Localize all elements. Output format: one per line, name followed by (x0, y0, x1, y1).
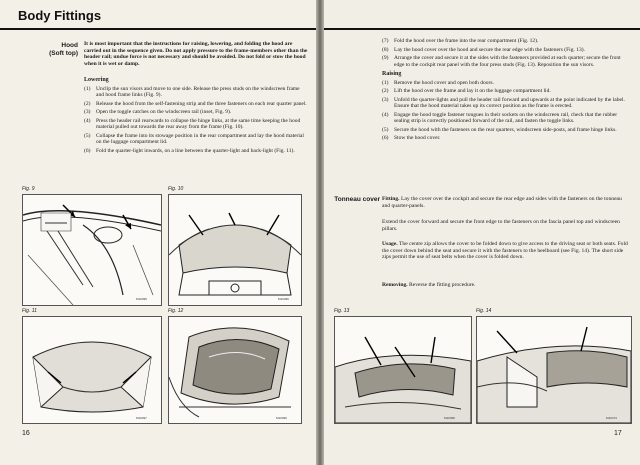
figure-ref: M10496 (278, 297, 289, 301)
figure-11-illustration (22, 316, 162, 424)
list-item: (4) Engage the hood toggle fastener tongues in their sockets on the windscreen rail, check that the rubber sealing strip is correctly positioned forward of the rail, and fasten the toggle links. (382, 111, 618, 124)
tonneau-extend: Extend the cover forward and secure the front edge to the fasteners on the fascia panel top and windscreen pillars. (382, 219, 620, 232)
figure-13-illustration (334, 316, 472, 424)
section-label-tonneau: Tonneau cover (334, 196, 380, 203)
fig-label: Fig. 13 (334, 308, 350, 314)
figure-ref: M10498 (444, 416, 455, 420)
figure-14-illustration (476, 316, 632, 424)
page-number: 16 (22, 430, 30, 437)
tonneau-removing: Removing. Reverse the fitting procedure. (382, 282, 476, 288)
tonneau-fitting: Fitting. Lay the cover over the cockpit and secure the rear edge and sides with the fasteners on the tonneau and quarter-panels. (382, 196, 622, 209)
list-item: (5) Secure the hood with the fasteners on the rear quarters, windscreen side-posts, and frame hinge links. (382, 126, 617, 133)
intro-paragraph: It is most important that the instructions for raising, lowering, and folding the hood are carried out in the sequence given. Do not apply pressure to the frame-members other than the header rail; undue force is not necessary and should be avoided. Do not fold or stow the hood when it is wet or damp. (84, 41, 308, 67)
list-item: (1) Remove the hood cover and open both doors. (382, 79, 494, 86)
fig-label: Fig. 9 (22, 186, 35, 192)
fig-label: Fig. 10 (168, 186, 184, 192)
figure-10-illustration (168, 194, 302, 306)
page-title: Body Fittings (18, 8, 102, 23)
fig-label: Fig. 12 (168, 308, 184, 314)
list-item: (7) Fold the hood over the frame into the rear compartment (Fig. 12). (382, 38, 539, 44)
list-item: (2) Release the hood from the self-fastening strip and the three fasteners on each rear quarter panel. (84, 100, 307, 107)
title-rule (0, 28, 316, 30)
lowering-list-continued (382, 38, 630, 144)
list-item: (8) Lay the hood cover over the hood and secure the rear edge with the fasteners (Fig. 13). (382, 46, 585, 53)
list-item: (5) Collapse the frame into its stowage position in the rear compartment and lay the hood material on the luggage compartment lid. (84, 132, 304, 145)
figure-ref: M10499 (276, 416, 287, 420)
list-item: (9) Arrange the cover and secure it at the sides with the fasteners provided at each quarter; secure the front edge to the cockpit rear panel with the four press studs (Fig. 13). Reposition the sun visors. (382, 55, 621, 68)
list-item: (4) Press the header rail rearwards to collapse the hinge links, at the same time keeping the hood material pulled out towards the rear away from the frame (Fig. 10). (84, 117, 301, 130)
list-item: (2) Lift the hood over the frame and lay it on the luggage compartment lid. (382, 88, 551, 94)
figure-ref: M10474 (606, 416, 617, 420)
right-page (324, 0, 640, 465)
figure-12-illustration (168, 316, 302, 424)
lowering-list (84, 74, 308, 156)
tonneau-usage: Usage. The centre zip allows the cover to be folded down to give access to the driving seat or both seats. Fold the cover down behind the seat and secure it with the fasteners to the heelboard (see Fig. 14). The short side zips permit the use of seat belts when the cover is folded down. (382, 241, 628, 261)
section-label-hood: Hood (Soft top) (49, 42, 78, 57)
figure-9-illustration (22, 194, 162, 306)
book-gutter (316, 0, 324, 465)
page-number: 17 (614, 430, 622, 437)
figure-ref: M10495 (136, 297, 147, 301)
list-item: (6) Fold the quarter-light inwards, on a line between the quarter-light and back-light (Fig. 11). (84, 147, 295, 154)
left-page (0, 0, 316, 465)
raising-heading: Raising (382, 71, 402, 77)
list-item: (6) Stow the hood cover. (382, 135, 441, 141)
lowering-heading: Lowering (84, 77, 109, 83)
list-item: (1) Unclip the sun visors and move to one side. Release the press studs on the windscreen frame and hood frame links (Fig. 9). (84, 85, 300, 98)
title-rule (324, 28, 640, 30)
figure-ref: M10497 (136, 416, 147, 420)
list-item: (3) Open the toggle catches on the windscreen rail (inset, Fig. 9). (84, 109, 232, 115)
fig-label: Fig. 11 (22, 308, 37, 314)
fig-label: Fig. 14 (476, 308, 492, 314)
list-item: (3) Unfold the quarter-lights and pull the header rail forward and upwards at the point indicated by the label. Ensure that the hood material takes up its correct position as the frame is erected. (382, 96, 625, 109)
